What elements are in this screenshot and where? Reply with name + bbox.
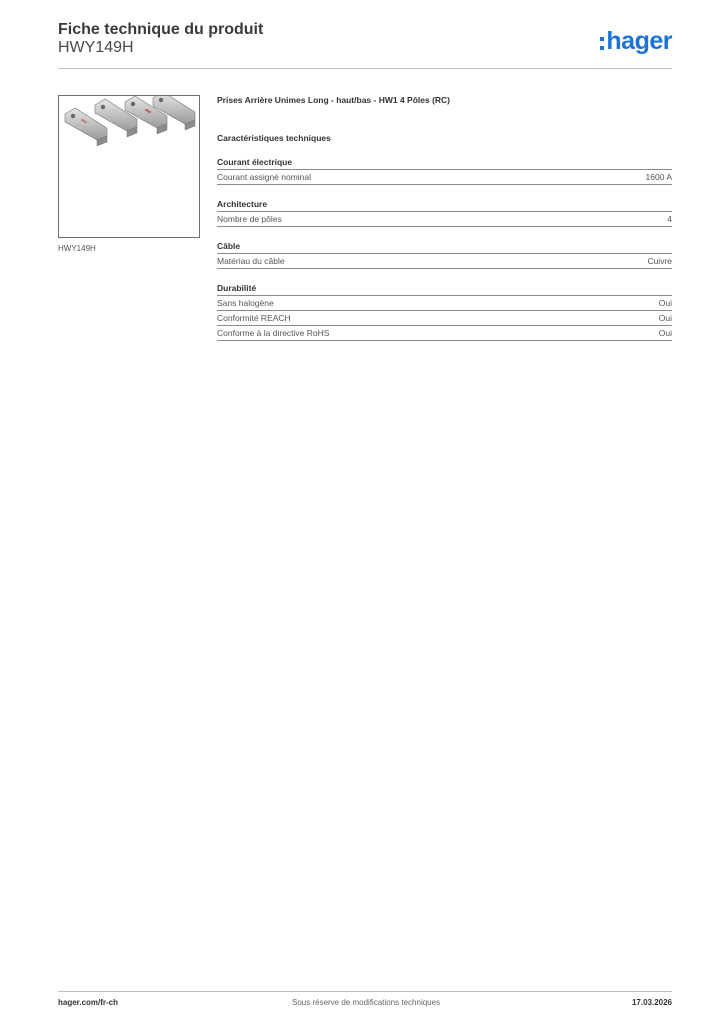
spec-value: Oui <box>658 313 672 323</box>
footer-website-link[interactable]: hager.com/fr-ch <box>58 998 119 1007</box>
page-title: Fiche technique du produit <box>58 21 264 38</box>
specs-heading: Caractéristiques techniques <box>217 133 331 143</box>
spec-row <box>217 254 672 269</box>
spec-value: Oui <box>658 328 672 338</box>
spec-row <box>217 296 672 311</box>
spec-label: Matériau du câble <box>217 256 285 266</box>
spec-value: Cuivre <box>647 256 672 266</box>
spec-group-title: Courant électrique <box>217 157 672 170</box>
spec-group-architecture <box>217 199 672 227</box>
spec-row <box>217 170 672 185</box>
image-caption: HWY149H <box>58 244 96 253</box>
product-description: Prises Arrière Unimes Long - haut/bas - HW1 4 Pôles (RC) <box>217 95 451 105</box>
spec-group-title: Durabilité <box>217 283 672 296</box>
spec-group-durability <box>217 283 672 341</box>
product-code: HWY149H <box>58 39 134 56</box>
spec-value: 1600 A <box>645 172 672 182</box>
spec-label: Nombre de pôles <box>217 214 282 224</box>
spec-label: Sans halogène <box>217 298 274 308</box>
spec-group-electrical <box>217 157 672 185</box>
logo-text: hager <box>606 27 672 55</box>
spec-row <box>217 311 672 326</box>
hager-logo <box>600 27 672 56</box>
logo-dots-icon <box>600 37 604 50</box>
footer-divider <box>58 991 672 992</box>
spec-row <box>217 212 672 227</box>
product-image <box>58 95 200 238</box>
header-divider <box>58 68 672 69</box>
footer-date: 17.03.2026 <box>631 998 672 1007</box>
spec-value: 4 <box>667 214 672 224</box>
spec-label: Conformité REACH <box>217 313 291 323</box>
spec-group-title: Câble <box>217 241 672 254</box>
footer-notice: Sous réserve de modifications techniques <box>292 998 441 1007</box>
spec-label: Conforme à la directive RoHS <box>217 328 330 338</box>
spec-label: Courant assigné nominal <box>217 172 312 182</box>
spec-group-title: Architecture <box>217 199 672 212</box>
copper-busbar-connectors-image <box>59 96 199 237</box>
spec-group-cable <box>217 241 672 269</box>
spec-content <box>217 95 672 341</box>
spec-value: Oui <box>658 298 672 308</box>
spec-row <box>217 326 672 341</box>
